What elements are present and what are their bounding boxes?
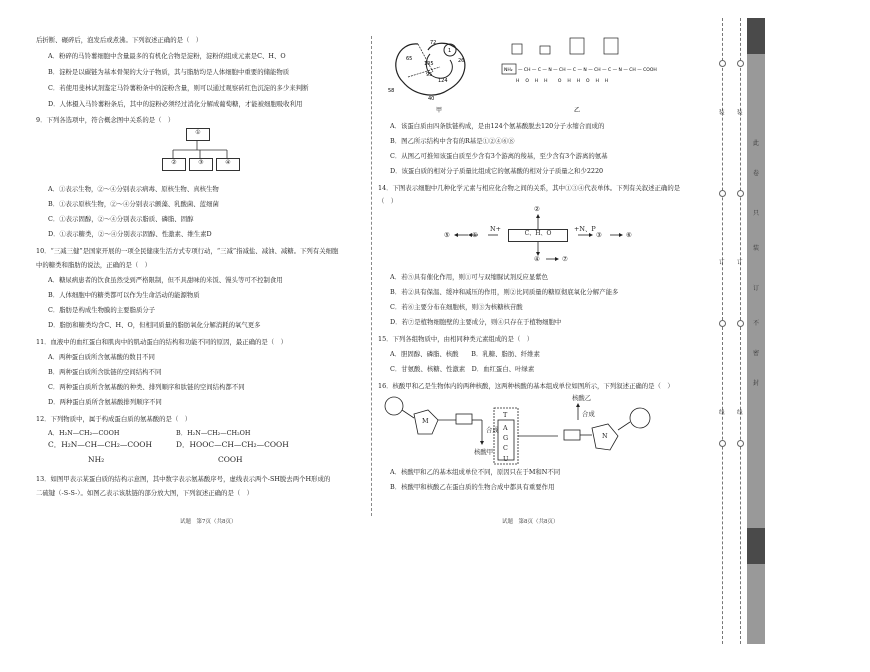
option: A．粉碎的马铃薯细胞中含量最多的有机化合物是淀粉，淀粉的组成元素是C、H、O bbox=[48, 52, 286, 60]
binding-hole bbox=[719, 60, 726, 67]
nucleotide-diagram bbox=[378, 390, 710, 466]
option: D．两种蛋白质所含氨基酸排列顺序不同 bbox=[48, 398, 162, 406]
protein-figure bbox=[378, 32, 710, 116]
option: B．人体细胞中的糖类都可以作为生命活动的能源物质 bbox=[48, 291, 200, 299]
option: A．两种蛋白质所含氨基酸的数目不同 bbox=[48, 353, 155, 361]
svg-text:NH₂: NH₂ bbox=[504, 68, 513, 73]
option: B．若②具有保温、缓冲和减压的作用，则②比同质量的糖原彻底氧化分解产能多 bbox=[390, 288, 619, 296]
right-column bbox=[378, 36, 710, 493]
binding-hole bbox=[719, 190, 726, 197]
node-2: ② bbox=[534, 205, 540, 213]
strip-char: 装 bbox=[753, 245, 760, 252]
fig-num: 58 bbox=[388, 88, 395, 94]
concept-connectors bbox=[36, 124, 368, 180]
option: A．胆固醇、磷脂、核酸 B．乳糖、脂肪、纤维素 bbox=[390, 350, 540, 358]
question-16-stem: 16．核酸甲和乙是生物体内的两种核酸，这两种核酸的基本组成单位如图所示，下列叙述正确的是（ ） bbox=[378, 382, 674, 390]
strip-char: 密 bbox=[753, 350, 760, 357]
center-elements: C、H、O bbox=[508, 229, 568, 242]
option: C．从图乙可推知该蛋白质至少含有3个游离的羧基，至少含有3个游离的氨基 bbox=[390, 152, 608, 160]
strip-mark-inner: 线 bbox=[737, 410, 743, 416]
option: B．两种蛋白质所含肽链的空间结构不同 bbox=[48, 368, 162, 376]
binding-hole bbox=[737, 320, 744, 327]
concept-top-box: ① bbox=[186, 128, 210, 141]
synthesis-label-left: 合成 bbox=[486, 426, 499, 434]
binding-hole bbox=[719, 440, 726, 447]
page-footer-left: 试题 第7页（共8页） bbox=[180, 519, 237, 525]
option: A．①表示生物，②～④分别表示病毒、原核生物、真核生物 bbox=[48, 185, 219, 193]
option: A．该蛋白质由四条肽链构成，是由124个氨基酸脱去120分子水缩合而成的 bbox=[390, 122, 605, 130]
column-divider bbox=[371, 36, 372, 516]
strip-char: 不 bbox=[753, 320, 760, 327]
binding-strip-dark-top bbox=[747, 18, 765, 54]
node-1: ① bbox=[472, 231, 478, 239]
option: D．若⑦是植物细胞壁的主要成分，则④只存在于植物细胞中 bbox=[390, 318, 562, 326]
nucleic-acid-jia: 核酸甲 bbox=[474, 448, 494, 456]
right-label: +N、P bbox=[574, 225, 596, 233]
fig-num: 65 bbox=[406, 56, 413, 62]
base-c: C bbox=[503, 444, 508, 452]
strip-char: 订 bbox=[753, 285, 760, 292]
option: C．两种蛋白质所含氨基酸的种类、排列顺序和肽链的空间结构都不同 bbox=[48, 383, 245, 391]
q12-options bbox=[36, 427, 368, 467]
option: D．该蛋白质的相对分子质量比组成它的氨基酸的相对分子质量之和少2220 bbox=[390, 167, 604, 175]
node-3: ③ bbox=[596, 231, 602, 239]
left-label: N+ bbox=[490, 225, 501, 233]
node-5: ⑤ bbox=[444, 231, 450, 239]
option-c-sub: NH₂ bbox=[88, 455, 105, 464]
option: C．①表示固醇，②～④分别表示脂质、磷脂、固醇 bbox=[48, 215, 194, 223]
option-d: D．HOOC—CH—CH₂—COOH bbox=[176, 440, 289, 449]
node-7: ⑦ bbox=[562, 255, 568, 263]
base-u: U bbox=[503, 455, 509, 463]
option-c: C．H₂N—CH—CH₂—COOH bbox=[48, 440, 152, 449]
option: B．淀粉是以碳链为基本骨架的大分子物质，其与脂肪均是人体细胞中重要的储能物质 bbox=[48, 68, 290, 76]
svg-text:— CH — C — N — CH — C — N — CH: — CH — C — N — CH — C — N — CH — C — N — CH — COOH bbox=[518, 68, 657, 73]
nucleotide-shapes bbox=[378, 390, 710, 466]
question-9-stem: 9．下列各选项中，符合概念图中关系的是（ ） bbox=[36, 116, 175, 124]
fig-num: 40 bbox=[428, 96, 435, 102]
question-12-stem: 12．下列物质中，属于构成蛋白质的氨基酸的是（ ） bbox=[36, 415, 192, 423]
figure-label-yi: 乙 bbox=[574, 107, 581, 114]
fig-num: 105 bbox=[424, 61, 434, 67]
strip-mark-inner: 装 bbox=[737, 110, 743, 116]
svg-text:H O H H O H H O H H: H O H H O H H O H H bbox=[516, 79, 609, 84]
fig-num: 124 bbox=[438, 78, 448, 84]
binding-hole bbox=[737, 190, 744, 197]
option: B．核酸甲和核酸乙在蛋白质的生物合成中都具有重要作用 bbox=[390, 483, 555, 491]
option: C．若使用斐林试剂鉴定马铃薯粉条中的淀粉含量，则可以通过观察砖红色沉淀的多少来判断 bbox=[48, 84, 309, 92]
option-d-sub: COOH bbox=[218, 455, 243, 464]
question-10-stem: 10．“三减三健”是国家开展的一项全民健康生活方式专项行动，“三减”指减盐、减油、减糖。下列有关细胞 bbox=[36, 247, 339, 255]
strip-mark-inner: 订 bbox=[737, 260, 743, 266]
node-6: ⑥ bbox=[626, 231, 632, 239]
strip-mark-outer: 订 bbox=[719, 260, 725, 266]
concept-child-box: ④ bbox=[216, 158, 240, 171]
base-a: A bbox=[503, 424, 508, 432]
strip-mark-outer: 线 bbox=[719, 410, 725, 416]
strip-mark-outer: 装 bbox=[719, 110, 725, 116]
strip-char: 此 bbox=[753, 140, 760, 147]
question-14-stem: 14．下图表示细胞中几种化学元素与相应化合物之间的关系，其中①③④代表单体。下列有关叙述正确的是 bbox=[378, 184, 681, 192]
question-11-stem: 11．血液中的血红蛋白和肌肉中的肌动蛋白的结构和功能不同的原因，最正确的是（ ） bbox=[36, 338, 287, 346]
option: C．若⑥主要分布在细胞核，则③为核糖核苷酸 bbox=[390, 303, 523, 311]
nucleotide-m: M bbox=[422, 417, 429, 425]
fig-num: 72 bbox=[430, 40, 437, 46]
element-compound-diagram bbox=[378, 205, 710, 267]
option: A．糖尿病患者的饮食虽然受到严格限制，但不具甜味的米饭、馒头等可不控制食用 bbox=[48, 276, 283, 284]
question-13-stem: 13．如图甲表示某蛋白质的结构示意图，其中数字表示氨基酸序号，虚线表示两个-SH脱去两个H形成的 bbox=[36, 475, 331, 483]
option: D．脂肪和糖类均含C、H、O，但相同质量的脂肪氧化分解消耗的氧气更多 bbox=[48, 321, 261, 329]
strip-char: 只 bbox=[753, 210, 760, 217]
fig-num: 1 bbox=[448, 48, 452, 54]
fig-num: 26 bbox=[458, 58, 465, 64]
option: B．①表示原核生物，②～④分别表示颤藻、乳酸菌、蓝细菌 bbox=[48, 200, 219, 208]
option: D．人体摄入马铃薯粉条后，其中的淀粉必须经过消化分解成葡萄糖，才能被细胞吸收利用 bbox=[48, 100, 303, 108]
concept-diagram bbox=[36, 124, 368, 180]
synthesis-label-right: 合成 bbox=[582, 410, 595, 418]
figure-label-jia: 甲 bbox=[436, 107, 443, 114]
nucleotide-n: N bbox=[602, 432, 608, 440]
strip-char: 封 bbox=[753, 380, 760, 387]
peptide-chain bbox=[502, 38, 657, 84]
option: D．①表示糖类，②～④分别表示固醇、性激素、维生素D bbox=[48, 230, 212, 238]
binding-strip-dark-bottom bbox=[747, 528, 765, 564]
option: A．若⑤具有催化作用，则①可与双缩脲试剂反应显紫色 bbox=[390, 273, 548, 281]
question-14-stem-cont: （ ） bbox=[378, 197, 398, 205]
binding-hole bbox=[737, 440, 744, 447]
strip-char: 卷 bbox=[753, 170, 760, 177]
concept-child-box: ② bbox=[162, 158, 186, 171]
left-column bbox=[36, 36, 368, 497]
option-b: B．H₂N—CH₂—CH₂OH bbox=[176, 429, 251, 437]
base-t: T bbox=[503, 411, 508, 419]
fig-num: 95 bbox=[426, 72, 433, 78]
base-g: G bbox=[503, 434, 509, 442]
text-line: 后折断、碾碎后，泡发后或煮沸。下列叙述正确的是（ ） bbox=[36, 36, 203, 44]
option: B．图乙所示结构中含有的R基是①②④⑥⑧ bbox=[390, 137, 515, 145]
concept-child-box: ③ bbox=[189, 158, 213, 171]
option-a: A．H₂N—CH₂—COOH bbox=[48, 429, 120, 437]
question-15-stem: 15．下列各组物质中，由相同种类元素组成的是（ ） bbox=[378, 335, 534, 343]
question-10-stem-cont: 中的糖类和脂肪的说法，正确的是（ ） bbox=[36, 261, 152, 269]
node-4: ④ bbox=[534, 255, 540, 263]
option: C．甘氨酸、核糖、性激素 D．血红蛋白、叶绿素 bbox=[390, 365, 535, 373]
option: A．核酸甲和乙的基本组成单位不同，原因只在于M和N不同 bbox=[390, 468, 561, 476]
page-footer-right: 试题 第8页（共8页） bbox=[502, 519, 559, 525]
question-13-stem-cont: 二硫键（-S-S-）。如图乙表示该肽链的部分放大图，下列叙述正确的是（ ） bbox=[36, 489, 254, 497]
binding-hole bbox=[719, 320, 726, 327]
binding-hole bbox=[737, 60, 744, 67]
option: C．脂肪是构成生物膜的主要脂质分子 bbox=[48, 306, 156, 314]
nucleic-acid-yi: 核酸乙 bbox=[572, 394, 592, 402]
